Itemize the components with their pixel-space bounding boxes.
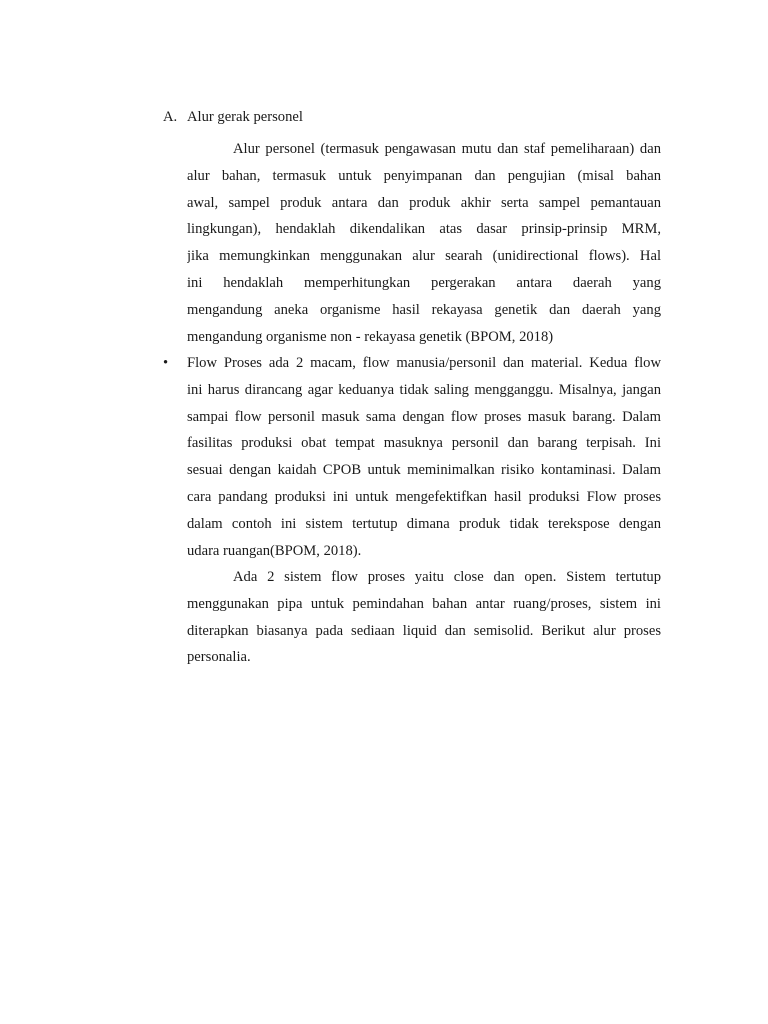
paragraph-line: Alur personel (termasuk pengawasan mutu dan staf pemeliharaan) dan <box>233 141 661 157</box>
paragraph-alur-personel <box>187 136 661 350</box>
paragraph-line: sampai flow personil masuk sama dengan flow proses masuk barang. Dalam <box>187 408 661 425</box>
paragraph-line: ini harus dirancang agar keduanya tidak saling mengganggu. Misalnya, jangan <box>187 381 661 398</box>
paragraph-line: sesuai dengan kaidah CPOB untuk meminimalkan risiko kontaminasi. Dalam <box>187 462 661 479</box>
paragraph-line: lingkungan), hendaklah dikendalikan atas dasar prinsip-prinsip MRM, <box>187 221 661 238</box>
section-heading <box>163 109 303 126</box>
paragraph-line: fasilitas produksi obat tempat masuknya personil dan barang terpisah. Ini <box>187 435 661 452</box>
paragraph-line: awal, sampel produk antara dan produk akhir serta sampel pemantauan <box>187 194 661 211</box>
paragraph-line: Flow Proses ada 2 macam, flow manusia/personil dan material. Kedua flow <box>187 355 661 371</box>
section-title: Alur gerak personel <box>187 109 303 125</box>
paragraph-line: cara pandang produksi ini untuk mengefektifkan hasil produksi Flow proses <box>187 488 661 505</box>
paragraph-line: diterapkan biasanya pada sediaan liquid dan semisolid. Berikut alur proses <box>187 622 661 639</box>
section-marker: A. <box>163 109 178 125</box>
paragraph-line: jika memungkinkan menggunakan alur searah (unidirectional flows). Hal <box>187 248 661 265</box>
bullet-marker: • <box>163 355 169 371</box>
paragraph-line: Ada 2 sistem flow proses yaitu close dan open. Sistem tertutup <box>233 569 661 585</box>
bullet-paragraph-flow-proses <box>187 350 661 564</box>
paragraph-line: dalam contoh ini sistem tertutup dimana produk tidak terekspose dengan <box>187 515 661 532</box>
paragraph-line: mengandung aneka organisme hasil rekayasa genetik dan daerah yang <box>187 301 661 318</box>
paragraph-line: personalia. <box>187 649 251 666</box>
paragraph-line: menggunakan pipa untuk pemindahan bahan antar ruang/proses, sistem ini <box>187 595 661 612</box>
paragraph-line: mengandung organisme non - rekayasa genetik (BPOM, 2018) <box>187 328 554 345</box>
paragraph-sistem-flow <box>187 564 661 671</box>
paragraph-line: ini hendaklah memperhitungkan pergerakan antara daerah yang <box>187 274 661 291</box>
paragraph-line: udara ruangan(BPOM, 2018). <box>187 542 362 559</box>
paragraph-line: alur bahan, termasuk untuk penyimpanan dan pengujian (misal bahan <box>187 167 661 184</box>
